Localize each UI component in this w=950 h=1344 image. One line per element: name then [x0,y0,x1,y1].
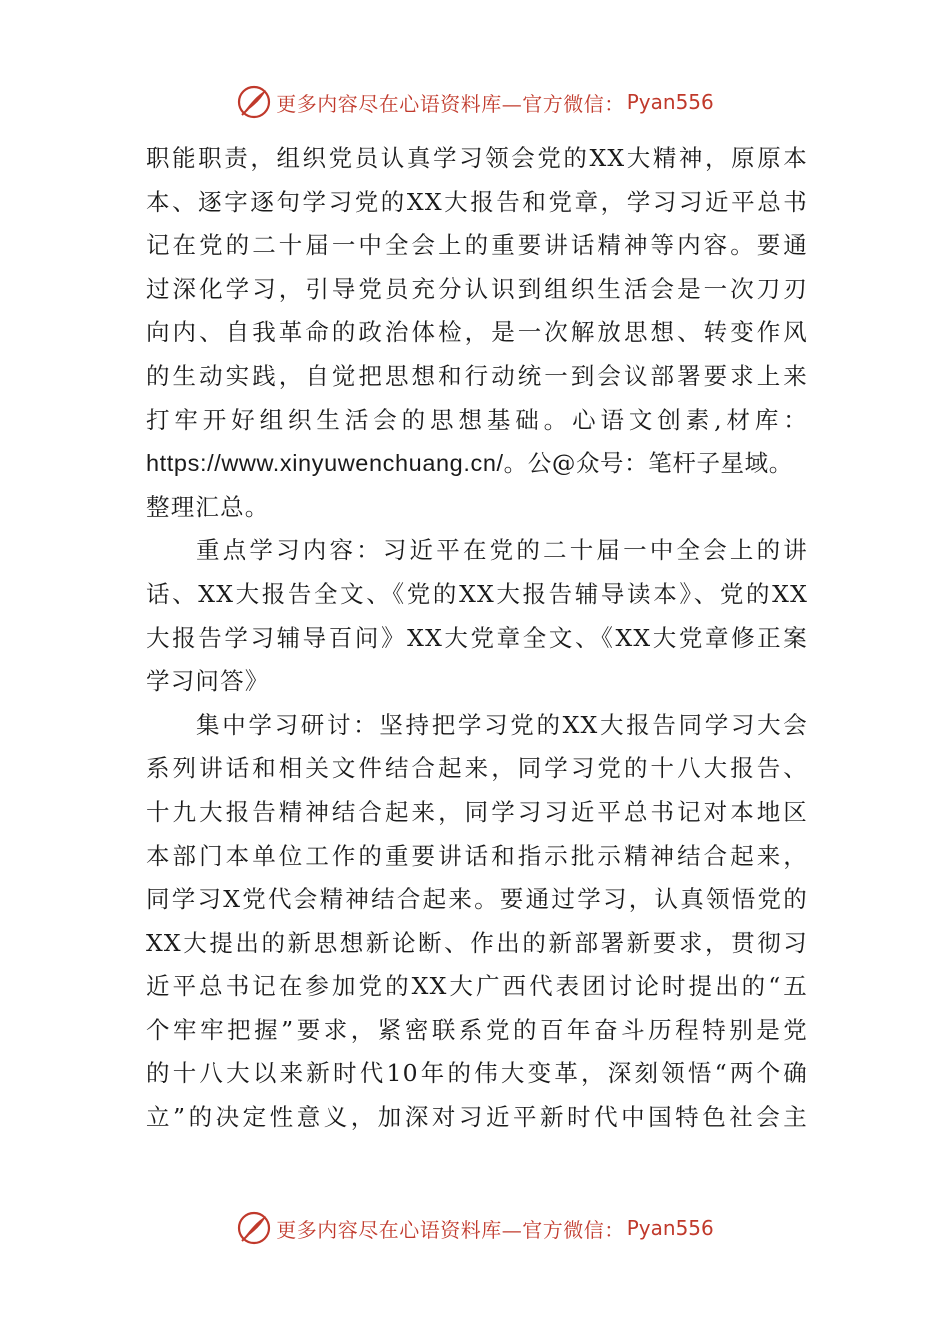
text-line: 集中学习研讨：坚持把学习党的XX大报告同学习大会 [196,710,808,739]
banner-text: 更多内容尽在心语资料库—官方微信： [276,1217,625,1242]
text-line: 大报告学习辅导百问》XX大党章全文、《XX大党章修正案 [146,623,808,652]
text-line: 整理汇总。 [146,492,270,521]
text-line: 同学习X党代会精神结合起来。要通过学习，认真领悟党的 [146,885,808,914]
text-line: 的十八大以来新时代10年的伟大变革，深刻领悟“两个确 [146,1059,808,1088]
text-line: XX大提出的新思想新论断、作出的新部署新要求，贯彻习 [146,928,808,957]
header-banner [0,82,950,122]
text-line: 向内、自我革命的政治体检，是一次解放思想、转变作风 [146,318,808,347]
text-line: 立”的决定性意义，加深对习近平新时代中国特色社会主 [146,1103,808,1132]
banner-wechat-id: Pyan556 [626,90,714,114]
text-line: 记在党的二十届一中全会上的重要讲话精神等内容。要通 [146,231,808,260]
footer-banner [0,1208,950,1248]
url-line [146,442,808,486]
text-line: 系列讲话和相关文件结合起来，同学习党的十八大报告、 [146,754,808,783]
text-line: 职能职责，组织党员认真学习领会党的XX大精神，原原本 [146,144,808,172]
banner-text: 更多内容尽在心语资料库—官方微信： [276,91,625,116]
text-line: 个牢牢把握”要求，紧密联系党的百年奋斗历程特别是党 [146,1015,808,1044]
document-body [146,137,808,1140]
text-line: 过深化学习，引导党员充分认识到组织生活会是一次刀刃 [146,274,808,303]
text-line: 的生动实践，自觉把思想和行动统一到会议部署要求上来 [146,361,808,390]
text-line: 打牢开好组织生活会的思想基础。心语文创素,材库： [146,405,808,434]
text-line: 学习问答》 [146,667,270,696]
text-line: 话、XX大报告全文、《党的XX大报告辅导读本》、党的XX [146,579,808,608]
quill-logo-icon [236,84,272,120]
banner-wechat-id: Pyan556 [626,1216,714,1240]
text-line: 十九大报告精神结合起来，同学习习近平总书记对本地区 [146,797,808,826]
text-line: 重点学习内容：习近平在党的二十届一中全会上的讲 [196,536,808,565]
quill-logo-icon [236,1210,272,1246]
url-suffix: 。公@众号：笔杆子星域。 [503,449,793,478]
text-line: 本部门本单位工作的重要讲话和指示批示精神结合起来， [146,841,808,870]
source-url[interactable]: https://www.xinyuwenchuang.cn/ [146,450,504,477]
text-line: 本、逐字逐句学习党的XX大报告和党章，学习习近平总书 [146,187,808,216]
text-line: 近平总书记在参加党的XX大广西代表团讨论时提出的“五 [146,972,808,1001]
